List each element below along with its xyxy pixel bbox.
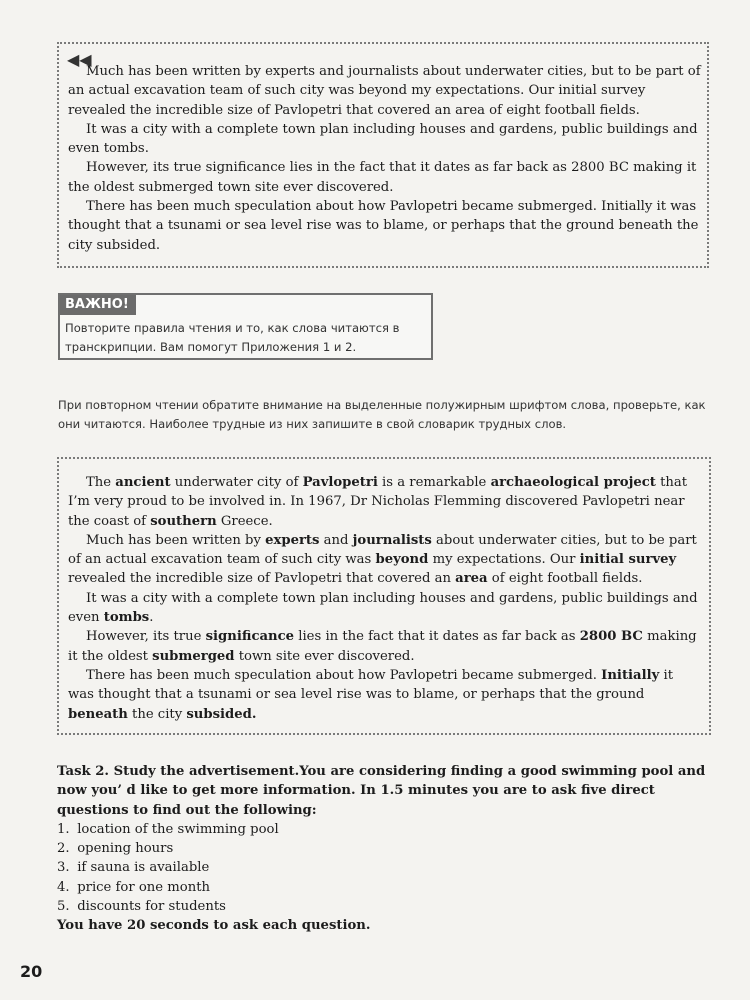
highlighted-word: ancient [115, 475, 171, 490]
passage-box-plain [57, 42, 709, 268]
text-segment: There has been much speculation about how Pavlopetri became submerged. [86, 667, 602, 683]
passage-box-bold-words [57, 457, 711, 735]
text-segment: . [149, 610, 154, 626]
text-segment: However, its true [86, 629, 206, 645]
item-number: 3. [57, 860, 70, 876]
text-segment: lies in the fact that it dates as far back as [294, 629, 580, 645]
paragraph: There has been much speculation about how Pavlopetri became submerged. Initially it was thought that a tsunami or sea level rise was to blame, or perhaps that the ground beneath the city subsided. [68, 199, 699, 253]
paragraph [68, 473, 702, 531]
text-segment: town site ever discovered. [234, 648, 415, 664]
highlighted-word: significance [205, 629, 295, 645]
important-text: Повторите правила чтения и то, как слова читаются в транскрипции. Вам помогут Приложения 1 и 2. [65, 321, 400, 354]
highlighted-word: tombs [103, 610, 150, 626]
text-segment: the city [127, 706, 187, 722]
highlighted-word: area [455, 571, 488, 587]
highlighted-word: archaeological project [490, 475, 656, 490]
passage-bold-text [68, 473, 702, 724]
highlighted-word: 2800 BC [579, 629, 643, 645]
task-list [57, 820, 717, 916]
text-segment: The [86, 475, 116, 490]
paragraph: Much has been written by experts and journalists about underwater cities, but to be part of an actual excavation team of such city was beyond my expectations. Our initial survey revealed the incredible size of Pavlopetri that covered an area of eight football fields. [68, 64, 701, 118]
text-segment: and [319, 532, 353, 548]
list-item [57, 839, 717, 858]
text-segment: is a remarkable [377, 475, 491, 490]
paragraph: However, its true significance lies in the fact that it dates as far back as 2800 BC making it the oldest submerged town site ever discovered. [68, 160, 697, 195]
paragraph: It was a city with a complete town plan including houses and gardens, public buildings and even tombs. [68, 121, 698, 157]
paragraph [68, 627, 702, 666]
highlighted-word: Pavlopetri [302, 475, 378, 490]
task-2 [57, 762, 717, 936]
text-segment: of eight football fields. [487, 571, 643, 587]
highlighted-word: Initially [601, 667, 660, 683]
item-number: 4. [57, 879, 70, 895]
text-segment: making it the oldest [68, 629, 697, 664]
text-segment: it was thought that a tsunami or sea level rise was to blame, or perhaps that the ground [68, 667, 673, 703]
paragraph [68, 589, 702, 628]
important-note-box [58, 293, 433, 360]
item-text: price for one month [77, 879, 211, 895]
paragraph [68, 531, 702, 589]
highlighted-word: southern [150, 513, 217, 529]
list-item [57, 820, 717, 839]
highlighted-word: initial survey [579, 552, 677, 568]
highlighted-word: beyond [375, 552, 429, 568]
text-segment: It was a city with a complete town plan including houses and gardens, public buildings and even [68, 590, 698, 626]
highlighted-word: subsided. [186, 706, 257, 722]
passage-plain-text [68, 62, 702, 255]
item-text: discounts for students [77, 899, 226, 915]
audio-track-icon: ◀◀ [67, 50, 92, 69]
task-footer: You have 20 seconds to ask each question. [57, 918, 371, 934]
list-item [57, 897, 717, 916]
item-number: 1. [57, 821, 70, 837]
text-segment: my expectations. Our [428, 552, 580, 568]
item-text: opening hours [77, 841, 174, 857]
text-segment: Much has been written by [86, 532, 266, 548]
item-text: location of the swimming pool [77, 821, 279, 837]
highlighted-word: beneath [68, 706, 128, 722]
reading-instruction: При повторном чтении обратите внимание на выделенные полужирным шрифтом слова, проверьте, как они читаются. Наиболее трудные из них запишите в свой словарик трудных слов. [58, 398, 706, 431]
text-segment: about underwater cities, but to be part of an actual excavation team of such city was [68, 532, 697, 568]
page-number: 20 [20, 962, 43, 981]
item-number: 2. [57, 841, 70, 857]
list-item [57, 858, 717, 877]
task-heading: Task 2. Study the advertisement.You are considering finding a good swimming pool and now you’ d like to get more information. In 1.5 minutes you are to ask five direct questions to find out the following: [57, 764, 706, 818]
text-segment: underwater city of [170, 475, 303, 490]
paragraph [68, 666, 702, 724]
highlighted-word: experts [265, 532, 320, 548]
text-segment: that I’m very proud to be involved in. In 1967, Dr Nicholas Flemming discovered Pavlopetri near the coast of [68, 475, 688, 529]
list-item [57, 878, 717, 897]
item-number: 5. [57, 899, 70, 915]
important-title: ВАЖНО! [60, 295, 136, 315]
item-text: if sauna is available [77, 860, 210, 876]
highlighted-word: submerged [152, 648, 235, 664]
text-segment: Greece. [216, 513, 273, 529]
text-segment: revealed the incredible size of Pavlopetri that covered an [68, 571, 456, 587]
highlighted-word: journalists [352, 532, 432, 548]
